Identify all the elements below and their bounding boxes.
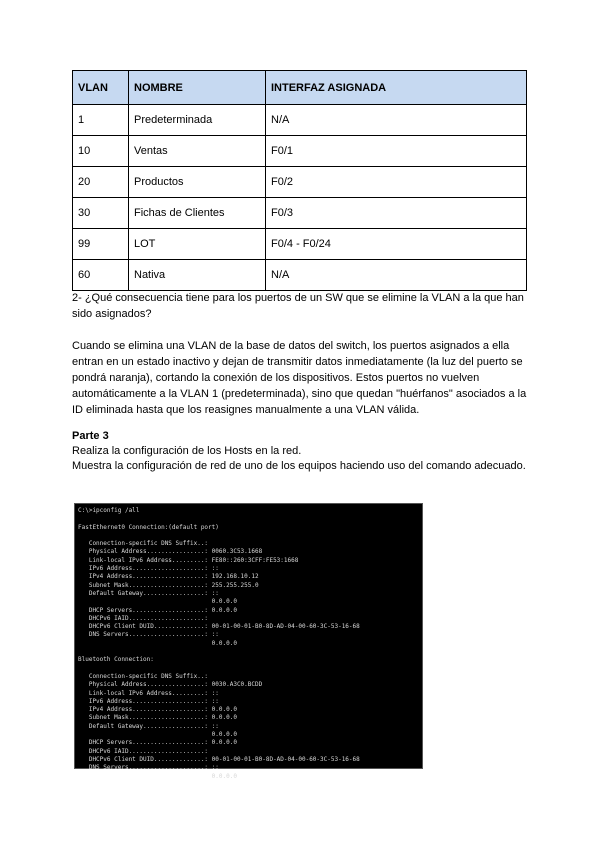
terminal-line	[78, 648, 419, 656]
terminal-line	[78, 532, 419, 540]
terminal-line: IPv4 Address....................: 0.0.0.0	[78, 706, 237, 714]
header-vlan: VLAN	[73, 71, 129, 105]
table-row	[73, 198, 527, 229]
cell-interfaz: F0/1	[266, 136, 527, 167]
terminal-line: DNS Servers.....................: ::	[78, 764, 219, 772]
terminal-line: C:\>ipconfig /all	[78, 507, 140, 514]
cell-vlan: 10	[73, 136, 129, 167]
terminal-line	[78, 665, 419, 673]
cell-vlan: 99	[73, 229, 129, 260]
cell-interfaz: N/A	[266, 105, 527, 136]
header-interfaz: INTERFAZ ASIGNADA	[266, 71, 527, 105]
vlan-table	[72, 70, 527, 291]
cell-nombre: Ventas	[129, 136, 266, 167]
cell-vlan: 20	[73, 167, 129, 198]
terminal-line: DHCP Servers....................: 0.0.0.0	[78, 606, 237, 614]
terminal-line: DHCPv6 Client DUID..............: 00-01-00-01-B0-8D-AD-04-00-60-3C-53-16-68	[78, 623, 360, 631]
terminal-line: Default Gateway.................: ::	[78, 722, 219, 730]
part-3-instruction-2: Muestra la configuración de red de uno de los equipos haciendo uso del comando adecuado.	[72, 460, 526, 472]
cell-nombre: Productos	[129, 167, 266, 198]
table-row	[73, 167, 527, 198]
terminal-line: Physical Address................: 0030.A3C0.BCDD	[78, 681, 263, 689]
cell-interfaz: F0/3	[266, 198, 527, 229]
ipconfig-terminal-screenshot	[74, 503, 423, 780]
table-row	[73, 229, 527, 260]
terminal-line: Physical Address................: 0060.3C53.1668	[78, 548, 263, 556]
header-nombre: NOMBRE	[129, 71, 266, 105]
cell-nombre: LOT	[129, 229, 266, 260]
cell-interfaz: F0/4 - F0/24	[266, 229, 527, 260]
table-row	[73, 136, 527, 167]
terminal-line: IPv6 Address....................: ::	[78, 697, 219, 705]
terminal-line: 0.0.0.0	[78, 772, 237, 780]
part-3-instruction-1: Realiza la configuración de los Hosts en la red.	[72, 445, 302, 457]
cell-interfaz: F0/2	[266, 167, 527, 198]
terminal-line: Default Gateway.................: ::	[78, 589, 219, 597]
table-row	[73, 105, 527, 136]
terminal-line: IPv6 Address....................: ::	[78, 565, 219, 573]
table-row	[73, 260, 527, 291]
answer-2: Cuando se elimina una VLAN de la base de datos del switch, los puertos asignados a ella entran en un estado inactivo y dejan de transmitir datos inmediatamente (la luz del puerto se pondrá naranja), cortando la conexión de los dispositivos. Estos puertos no vuelven automáticamente a la VLAN 1 (predeterminada), sino que quedan "huérfanos" asociados a la ID eliminada hasta que los reasignes manualmente a una VLAN válida.	[72, 340, 527, 416]
terminal-line: DNS Servers.....................: ::	[78, 631, 219, 639]
terminal-line: DHCPv6 Client DUID..............: 00-01-00-01-B0-8D-AD-04-00-60-3C-53-16-68	[78, 755, 360, 763]
cell-vlan: 1	[73, 105, 129, 136]
terminal-line: DHCPv6 IAID.....................:	[78, 614, 209, 622]
cell-nombre: Fichas de Clientes	[129, 198, 266, 229]
terminal-line: 0.0.0.0	[78, 598, 237, 606]
question-2: 2- ¿Qué consecuencia tiene para los puertos de un SW que se elimine la VLAN a la que han sido asignados?	[72, 292, 524, 320]
cell-vlan: 30	[73, 198, 129, 229]
part-3-heading: Parte 3	[72, 430, 109, 442]
terminal-line: IPv4 Address....................: 192.168.10.12	[78, 573, 259, 581]
terminal-line: DHCPv6 IAID.....................:	[78, 747, 209, 755]
terminal-line: Connection-specific DNS Suffix..:	[78, 672, 209, 680]
cell-nombre: Nativa	[129, 260, 266, 291]
terminal-line: Subnet Mask.....................: 0.0.0.0	[78, 714, 237, 722]
terminal-line	[78, 515, 419, 523]
terminal-line: Connection-specific DNS Suffix..:	[78, 540, 209, 548]
terminal-line: 0.0.0.0	[78, 639, 237, 647]
terminal-line: Link-local IPv6 Address.........: FE80::260:3CFF:FE53:1668	[78, 556, 299, 564]
terminal-line: Subnet Mask.....................: 255.255.255.0	[78, 581, 259, 589]
terminal-line: 0.0.0.0	[78, 731, 237, 739]
cell-nombre: Predeterminada	[129, 105, 266, 136]
terminal-line: Link-local IPv6 Address.........: ::	[78, 689, 219, 697]
terminal-line: DHCP Servers....................: 0.0.0.0	[78, 739, 237, 747]
terminal-line: FastEthernet0 Connection:(default port)	[78, 523, 219, 531]
cell-vlan: 60	[73, 260, 129, 291]
terminal-line: Bluetooth Connection:	[78, 656, 154, 664]
cell-interfaz: N/A	[266, 260, 527, 291]
table-header-row	[73, 71, 527, 105]
